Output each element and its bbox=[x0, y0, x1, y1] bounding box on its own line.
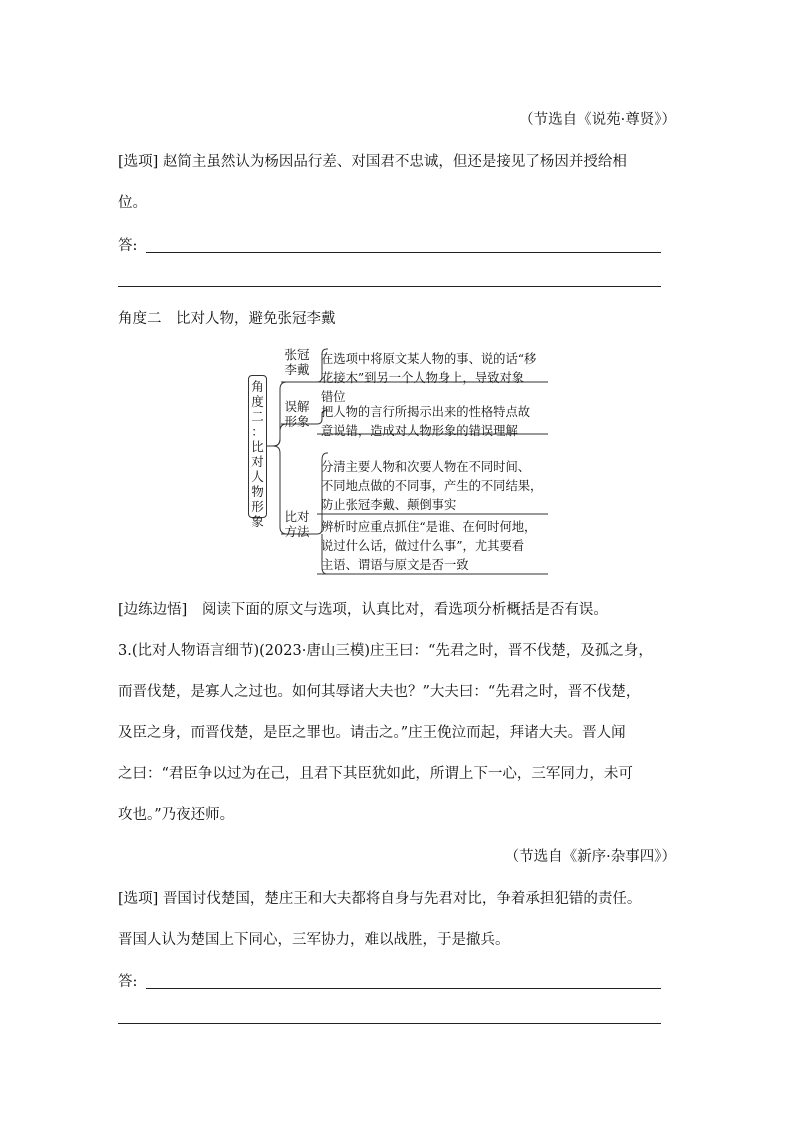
option-2-line-2: 晋国人认为楚国上下同心，三军协力，难以战胜，于是撤兵。 bbox=[118, 932, 510, 948]
diagram-root-box: 角 度 二 ： 比 对 人 物 形 象 bbox=[248, 375, 267, 518]
answer-label-2: 答: bbox=[118, 974, 138, 990]
answer-line-1a[interactable] bbox=[146, 252, 661, 253]
option-text: 赵简主虽然认为杨因品行差、对国君不忠诚，但还是接见了杨因并授给相 bbox=[162, 154, 627, 170]
option-tag: [选项] bbox=[118, 891, 159, 907]
passage-line-4: 之曰：“君臣争以过为在己，且君下其臣犹如此，所谓上下一心，三军同力，未可 bbox=[118, 766, 633, 782]
source-citation-2: （节选自《新序·杂事四》） bbox=[504, 849, 676, 865]
branch3-label: 比对 方法 bbox=[284, 509, 310, 539]
passage-line-1: 3.(比对人物语言细节)(2023·唐山三模)庄王曰：“先君之时，晋不伐楚，及孤之身， bbox=[118, 643, 653, 659]
passage-line-3: 及臣之身，而晋伐楚，是臣之罪也。请击之。”庄王俛泣而起，拜诸大夫。晋人闻 bbox=[118, 725, 626, 741]
option-2-line-1 bbox=[118, 889, 641, 909]
passage-line-2: 而晋伐楚，是寡人之过也。如何其辱诸大夫也？”大夫曰：“先君之时，晋不伐楚， bbox=[118, 684, 641, 700]
answer-line-1b[interactable] bbox=[118, 286, 661, 287]
branch2-label: 误解 形象 bbox=[284, 399, 310, 429]
section-title: 角度二 比对人物，避免张冠李戴 bbox=[118, 311, 336, 327]
branch3-item-2: 辨析时应重点抓住“是谁、在何时何地， 说过什么话，做过什么事”，尤其要看 主语、谓语与原文是否一致 bbox=[321, 520, 537, 572]
practice-tag: [边练边悟] bbox=[118, 602, 188, 618]
source-citation-1: （节选自《说苑·尊贤》） bbox=[519, 112, 676, 128]
branch2-text: 把人物的言行所揭示出来的性格特点故 意说错，造成对人物形象的错误理解 bbox=[321, 405, 531, 438]
answer-line-2b[interactable] bbox=[118, 1023, 661, 1024]
branch1-text: 在选项中将原文某人物的事、说的话“移 花接木”到另一个人物身上，导致对象 错位 bbox=[321, 352, 537, 404]
branch3-item-1: 分清主要人物和次要人物在不同时间、 不同地点做的不同事，产生的不同结果， 防止张冠李戴、颠倒事实 bbox=[321, 460, 543, 512]
practice-instruction bbox=[118, 600, 608, 620]
concept-diagram bbox=[248, 342, 548, 578]
option-tag: [选项] bbox=[118, 154, 159, 170]
branch1-label: 张冠 李戴 bbox=[284, 347, 310, 377]
option-1-line-2: 位。 bbox=[118, 195, 147, 211]
option-text: 晋国讨伐楚国，楚庄王和大夫都将自身与先君对比，争着承担犯错的责任。 bbox=[162, 891, 642, 907]
answer-line-2a[interactable] bbox=[146, 988, 661, 989]
answer-label-1: 答: bbox=[118, 238, 138, 254]
passage-line-5: 攻也。”乃夜还师。 bbox=[118, 807, 235, 823]
option-1-line-1 bbox=[118, 152, 627, 172]
practice-text: 阅读下面的原文与选项，认真比对，看选项分析概括是否有误。 bbox=[201, 602, 608, 618]
